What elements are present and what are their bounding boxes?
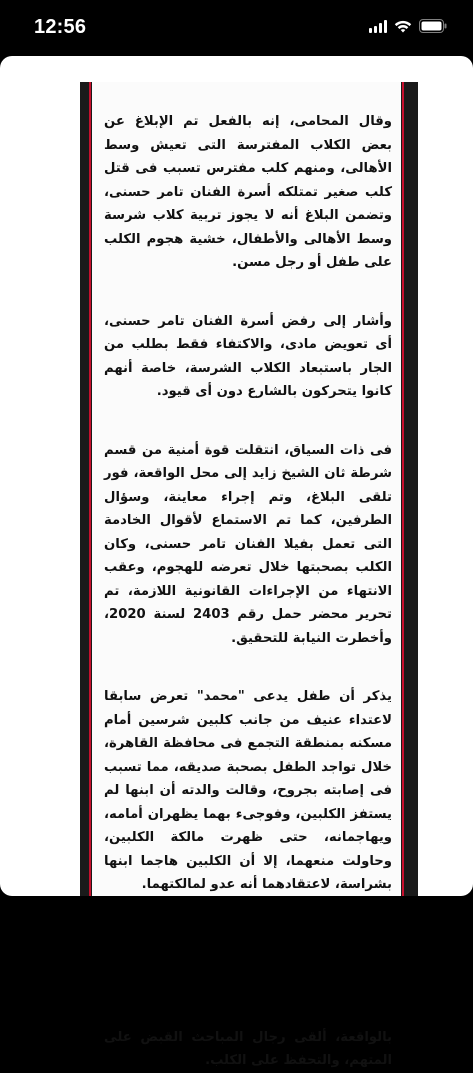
- bottom-black-area: [0, 896, 473, 1024]
- article-paragraph: فى ذات السياق، انتقلت قوة أمنية من قسم شرطة ثان الشيخ زايد إلى محل الواقعة، فور تلقى البلاغ، وتم إجراء معاينة، وسؤال الطرفين، كما تم الاستماع لأقوال الخادمة التى تعمل بفيلا الفنان تامر حسنى، وكان الكلب بصحبتها خلال تعرضه للهجوم، وعقب الانتهاء من الإجراءات القانونية اللازمة، تم تحرير محضر حمل رقم 2403 لسنة 2020، وأخطرت النيابة للتحقيق.: [104, 442, 393, 646]
- article-paragraph: وقال المحامى، إنه بالفعل تم الإبلاغ عن بعض الكلاب المفترسة التى تعيش وسط الأهالى، ومنهم كلب مفترس تسبب فى قتل كلب صغير تمتلكه أسرة الفنان تامر حسنى، وتضمن البلاغ أنه لا يجوز تربية كلاب شرسة وسط الأهالى والأطفال، خشية هجوم الكلب على طفل أو رجل مسن.: [104, 114, 392, 270]
- red-border-line: [402, 82, 404, 902]
- article-paragraph: يذكر أن طفل يدعى "محمد" تعرض سابقا لاعتداء عنيف من جانب كلبين شرسين أمام مسكنه بمنطقة التجمع فى محافظة القاهرة، خلال تواجد الطفل بصحبة صديقه، مما تسبب فى إصابته بجروح، وقالت والدته أن ابنها لم يستفز الكلبين، وفوجىء بهما يظهران أمامه، ويهاجمانه، حتى ظهرت مالكة الكلبين، وحاولت منعهما، إلا أن الكلبين هاجما ابنها بشراسة، لاعتقادهما أنه عدو لمالكتهما.: [104, 689, 392, 892]
- article-paragraph: وأشار إلى رفض أسرة الفنان تامر حسنى، أى تعويض مادى، والاكتفاء فقط بطلب من الجار باستبعاد الكلاب الشرسة، خاصة أنهم كانوا يتحركون بالشارع دون أى قيود.: [104, 313, 392, 399]
- red-border-line: [89, 82, 91, 902]
- status-icons: [369, 19, 447, 33]
- status-time: 12:56: [34, 16, 87, 38]
- wifi-icon: [394, 20, 412, 33]
- article-paragraph: بالواقعة، ألقى رجال المباحث القبض على المتهم، والتحفظ على الكلب.: [104, 1029, 392, 1068]
- status-bar: [0, 0, 473, 56]
- cellular-signal-icon: [369, 20, 387, 33]
- battery-icon: [419, 19, 447, 33]
- image-viewer-sheet[interactable]: [0, 56, 473, 1068]
